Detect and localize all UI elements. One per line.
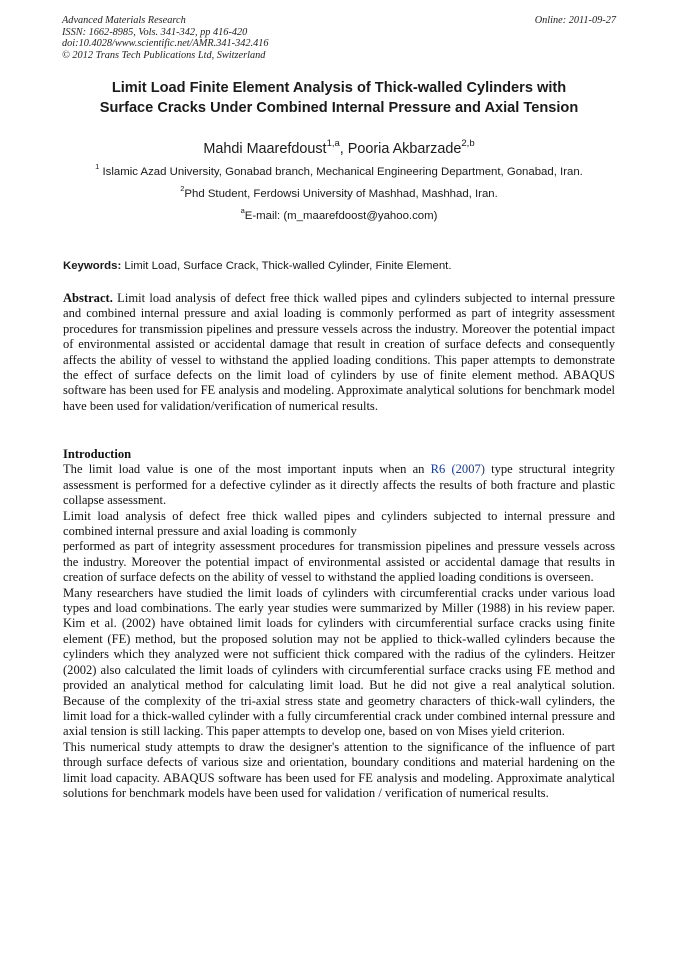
author-list [0,138,678,157]
author-separator: , [339,141,348,157]
issn-line: ISSN: 1662-8985, Vols. 341-342, pp 416-420 [62,26,248,38]
copyright-line: © 2012 Trans Tech Publications Ltd, Switzerland [62,49,266,61]
journal-header [62,15,616,61]
affiliation-1-sup: 1 [95,162,100,172]
introduction-section [63,447,615,801]
affiliation-2 [0,184,678,200]
intro-paragraph-1 [63,462,615,508]
author-1-sup: 1,a [326,138,340,150]
intro-p1-text-after: type structural integrity assessment is performed for a defective cylinder as it directly affects the results of both fracture and plastic collapse assessment. [63,462,616,508]
keywords-text: Limit Load, Surface Crack, Thick-walled Cylinder, Finite Element. [121,260,452,272]
author-1-name: Mahdi Maarefdoust [203,141,327,157]
email-sup: a [240,206,245,216]
author-2-sup: 2,b [461,138,475,150]
introduction-heading: Introduction [63,447,132,461]
intro-p1-text-before: The limit load value is one of the most important inputs when an [63,462,431,477]
affiliation-2-text: Phd Student, Ferdowsi University of Mashhad, Mashhad, Iran. [184,188,498,200]
intro-paragraph-5: This numerical study attempts to draw the designer's attention to the significance of the influence of part through surface defects of various size and orientation, boundary conditions and material hardening on the limit load capacity. ABAQUS software has been used for FE analysis and modeling. Approximate analytical solutions for benchmark models have been used for validation / verification of numerical results. [63,739,615,800]
doi-line: doi:10.4028/www.scientific.net/AMR.341-342.416 [62,38,269,50]
title-line-1: Limit Load Finite Element Analysis of Thick-walled Cylinders with [111,80,567,96]
affiliation-1-text: Islamic Azad University, Gonabad branch, Mechanical Engineering Department, Gonabad, Iran. [99,166,583,178]
affiliation-1 [0,162,678,178]
keywords [63,260,615,272]
intro-paragraph-3: performed as part of integrity assessment procedures for transmission pipelines and pressure vessels across the industry. Moreover the potential impact of environmental assisted or accidental damage that results in creation of surface defects on the ability of vessel to withstand the applied loading conditions is overseen. [63,539,615,585]
abstract-label: Abstract. [63,291,113,305]
journal-name: Advanced Materials Research [62,15,186,26]
email-text: E-mail: (m_maarefdoost@yahoo.com) [244,210,438,222]
intro-paragraph-2: Limit load analysis of defect free thick walled pipes and cylinders subjected to internal pressure and combined internal pressure and axial loading is commonly [63,508,615,539]
intro-paragraph-4: Many researchers have studied the limit loads of cylinders with circumferential cracks under various load types and load combinations. The early year studies were summarized by Miller (1988) in his review paper. Kim et al. (2002) have obtained limit loads for cylinders with circumferential surface cracks using finite element (FE) method, but the proposed solution may not be applied to thick-walled cylinders because the cylinders which they analyzed were not sufficient thick compared with the radius of the cylinders. Heitzer (2002) also calculated the limit loads of cylinders with circumferential surface cracks using FE method and provided an analytical method for calculating limit load. But he did not give a real analytical solution. Because of the complexity of the tri-axial stress state and geometry characters of thick-wall cylinders, the limit load for a thick-walled cylinder with a fully circumferential crack under combined internal pressure and axial tension is still lacking. This paper attempts to develop one, based on von Mises yield criterion. [63,585,615,739]
reference-link-r6[interactable]: R6 (2007) [430,462,485,477]
keywords-label: Keywords: [63,260,122,272]
abstract [63,291,615,414]
abstract-text: Limit load analysis of defect free thick walled pipes and cylinders subjected to internal pressure and combined internal pressure and axial loading is commonly performed as part of integrity assessment procedures for transmission pipelines and pressure vessels across the industry. Moreover the potential impact of environmental assisted or accidental damage that result in creation of surface defects and consequently affects the ability of vessel to withstand the applied loading conditions. This paper attempts to demonstrate the effect of surface defects on the limit load of cylinders by use of finite element method. ABAQUS software has been used for FE analysis and modeling. Approximate analytical solutions for benchmark model have been used for validation/verification of numerical results. [63,291,615,413]
title-line-2: Surface Cracks Under Combined Internal Pressure and Axial Tension [99,100,579,116]
paper-title [50,78,628,118]
author-2-name: Pooria Akbarzade [347,141,462,157]
affiliation-2-sup: 2 [180,184,185,194]
email-line [0,206,678,222]
online-date: Online: 2011-09-27 [534,15,616,26]
